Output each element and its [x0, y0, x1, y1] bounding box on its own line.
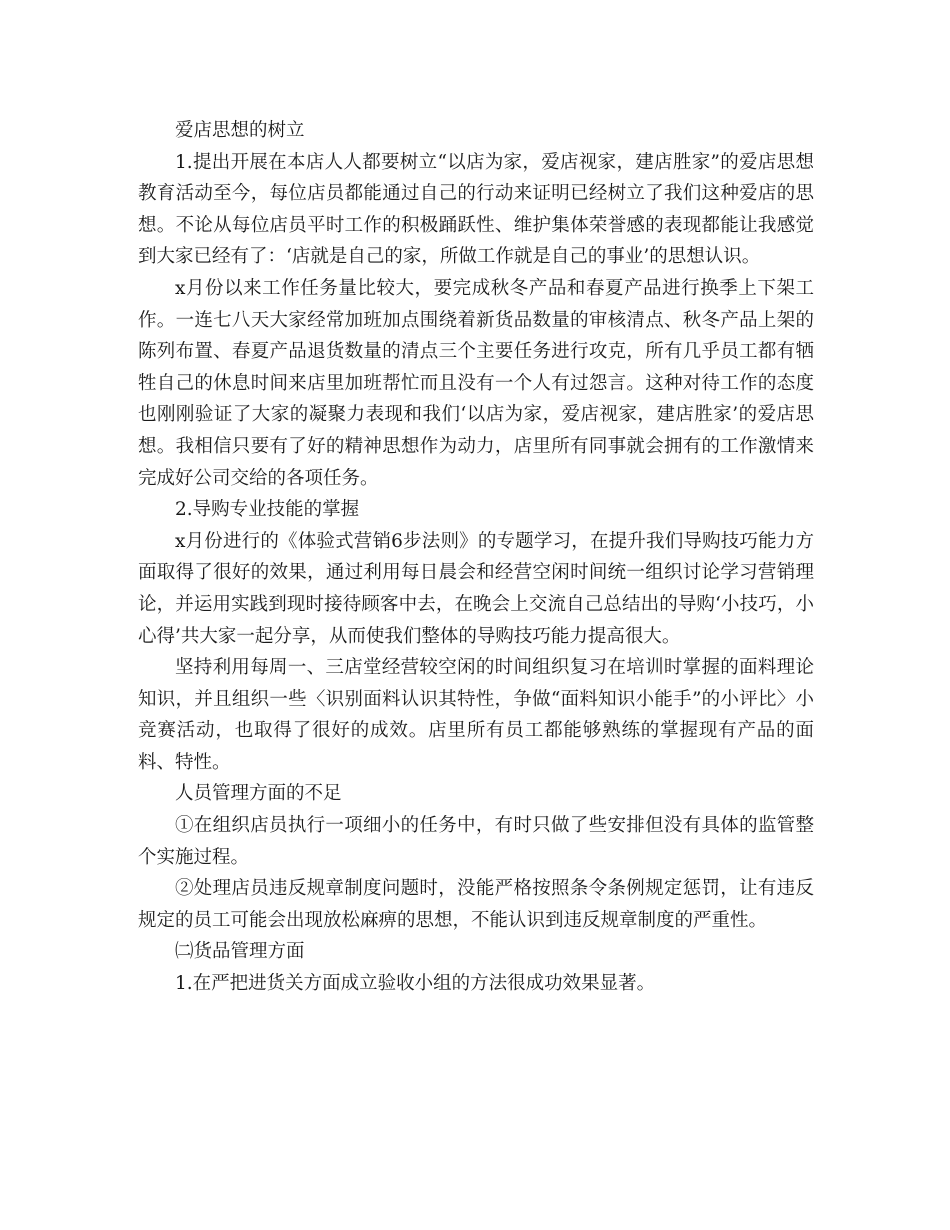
heading-staff-management-shortcomings: 人员管理方面的不足 [175, 783, 342, 805]
paragraph-shortcoming-2: ②处理店员违反规章制度问题时，没能严格按照条令条例规定惩罚，让有违反规定的员工可能会出现放松麻痹的思想，不能认识到违反规章制度的严重性。 [138, 878, 814, 931]
paragraph-shortcoming-1: ①在组织店员执行一项细小的任务中，有时只做了些安排但没有具体的监管整个实施过程。 [138, 815, 814, 868]
paragraph-marketing-study: x月份进行的《体验式营销6步法则》的专题学习，在提升我们导购技巧能力方面取得了很好的效果，通过利用每日晨会和经营空闲时间统一组织讨论学习营销理论，并运用实践到现时接待顾客中去，在晚会上交流自己总结出的导购‘小技巧，小心得’共大家一起分享，从而使我们整体的导购技巧能力提高很大。 [138, 530, 814, 647]
heading-goods-management: ㈡货品管理方面 [175, 941, 305, 963]
paragraph-goods-inspection: 1.在严把进货关方面成立验收小组的方法很成功效果显著。 [175, 973, 656, 995]
paragraph-season-change-work: x月份以来工作任务量比较大，要完成秋冬产品和春夏产品进行换季上下架工作。一连七八天大家经常加班加点围绕着新货品数量的审核清点、秋冬产品上架的陈列布置、春夏产品退货数量的清点三个主要任务进行攻克，所有几乎员工都有牺牲自己的休息时间来店里加班帮忙而且没有一个人有过怨言。这种对待工作的态度也刚刚验证了大家的凝聚力表现和我们‘以店为家，爱店视家，建店胜家’的爱店思想。我相信只要有了好的精神思想作为动力，店里所有同事就会拥有的工作激情来完成好公司交给的各项任务。 [138, 277, 814, 489]
paragraph-store-love-activity: 1.提出开展在本店人人都要树立“以店为家，爱店视家，建店胜家”的爱店思想教育活动至今，每位店员都能通过自己的行动来证明已经树立了我们这种爱店的思想。不论从每位店员平时工作的积极踊跃性、维护集体荣誉感的表现都能让我感觉到大家已经有了：‘店就是自己的家，所做工作就是自己的事业’的思想认识。 [138, 151, 814, 268]
heading-store-love: 爱店思想的树立 [175, 120, 305, 141]
document-body [138, 115, 814, 1000]
heading-sales-skills: 2.导购专业技能的掌握 [175, 499, 360, 521]
paragraph-fabric-knowledge: 坚持利用每周一、三店堂经营较空闲的时间组织复习在培训时掌握的面料理论知识，并且组织一些〈识别面料认识其特性，争做“面料知识小能手”的小评比〉小竞赛活动，也取得了很好的成效。店里所有员工都能够熟练的掌握现有产品的面料、特性。 [138, 657, 814, 773]
